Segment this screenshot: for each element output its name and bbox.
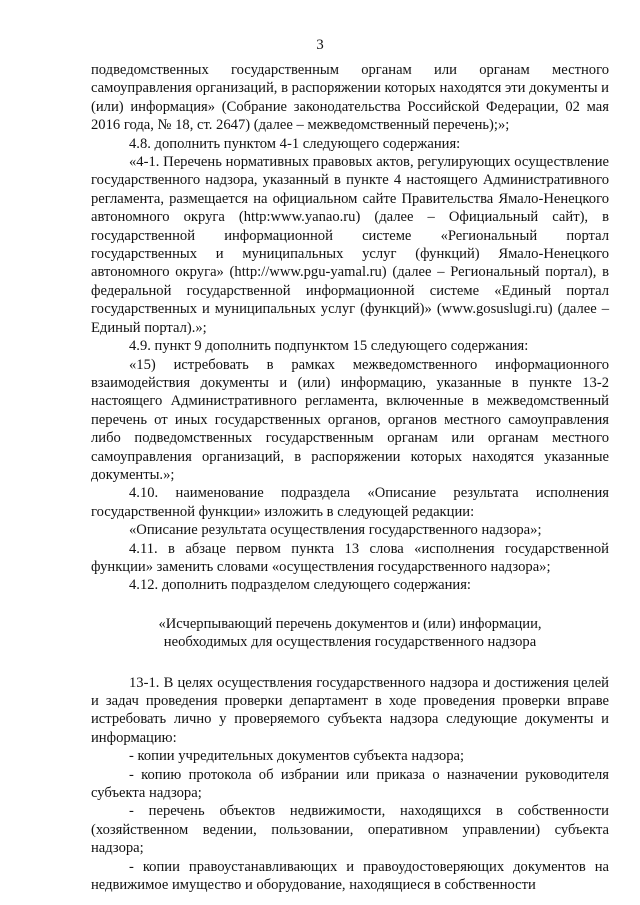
paragraph-item-4-11: 4.11. в абзаце первом пункта 13 слова «исполнения государственной функции» заменить словами «осуществления государственного надзора»; xyxy=(91,540,609,575)
section-heading-line-2: необходимых для осуществления государственного надзора xyxy=(163,634,537,651)
paragraph-item-4-1: «4-1. Перечень нормативных правовых актов, регулирующих осуществление государственного надзора, указанный в пункте 4 настоящего Административного регламента, размещается на официальном сайте Правительства Ямало-Ненецкого автономного округа (http:www.yanao.ru) (далее – Официальный сайт), в государственной информационной системе «Региональный портал государственных и муниципальных услуг (функций) Ямало-Ненецкого автономного округа» (http://www.pgu-yamal.ru) (далее – Региональный портал), в федеральной государственной информационной системе «Единый портал государственных и муниципальных услуг (функций)» (www.gosuslugi.ru) (далее – Единый портал).»; xyxy=(91,154,609,336)
section-heading xyxy=(91,615,609,652)
page-number: 3 xyxy=(316,37,324,53)
paragraph-continuation: подведомственных государственным органам или органам местного самоуправления организаций, в распоряжении которых находятся эти документы и (или) информация» (Собрание законодательства Российской Федерации, 02 мая 2016 года, № 18, ст. 2647) (далее – межведомственный перечень);»; xyxy=(91,62,609,134)
list-item-real-estate-list: - перечень объектов недвижимости, находящихся в собственности (хозяйственном ведении, пользовании, оперативном управлении) субъекта надзора; xyxy=(91,803,609,857)
paragraph-item-4-12: 4.12. дополнить подразделом следующего содержания: xyxy=(129,577,471,594)
list-item-charter-documents: - копии учредительных документов субъекта надзора; xyxy=(129,748,465,765)
list-item-protocol-copy: - копию протокола об избрании или приказа о назначении руководителя субъекта надзора; xyxy=(91,766,609,802)
paragraph-item-4-8: 4.8. дополнить пунктом 4-1 следующего содержания: xyxy=(129,135,461,152)
paragraph-item-4-10: 4.10. наименование подраздела «Описание результата исполнения государственной функции» изложить в следующей редакции: xyxy=(91,485,609,520)
paragraph-item-4-9: 4.9. пункт 9 дополнить подпунктом 15 следующего содержания: xyxy=(129,338,529,355)
document-body xyxy=(91,61,609,894)
paragraph-item-13-1: 13-1. В целях осуществления государственного надзора и достижения целей и задач проведения проверки департамент в ходе проведения проверки вправе истребовать лично у проверяемого субъекта надзора следующие документы и информацию: xyxy=(91,674,609,746)
section-heading-line-1: «Исчерпывающий перечень документов и (или) информации, xyxy=(158,615,542,632)
paragraph-quote-title: «Описание результата осуществления государственного надзора»; xyxy=(129,522,542,539)
list-item-title-documents: - копии правоустанавливающих и правоудостоверяющих документов на недвижимое имущество и оборудование, находящиеся в собственности xyxy=(91,858,609,894)
paragraph-item-15: «15) истребовать в рамках межведомственного информационного взаимодействия документы и (или) информацию, указанные в пункте 13-2 настоящего Административного регламента, включенные в межведомственный перечень от иных государственных органов, органов местного самоуправления либо подведомственных государственным органам или органам местного самоуправления организаций, в распоряжении которых находятся указанные документы.»; xyxy=(91,356,609,483)
